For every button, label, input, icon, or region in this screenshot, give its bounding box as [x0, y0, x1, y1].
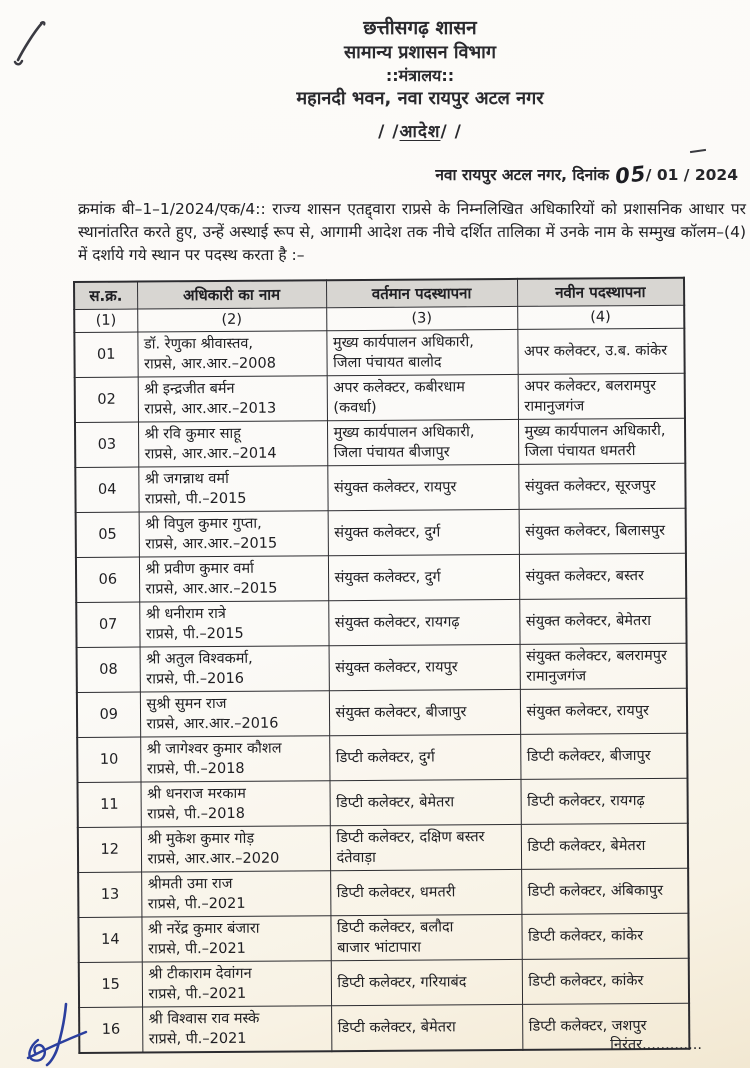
ministry-label: ::मंत्रालय:: [385, 66, 455, 85]
serial-number-cell: 05 [76, 512, 139, 557]
officer-name-cell: श्री अतुल विश्वकर्मा, राप्रसे, पी.–2016 [140, 646, 329, 692]
new-posting-cell: संयुक्त कलेक्टर, बलरामपुर रामानुजगंज [520, 643, 687, 689]
current-posting-cell: मुख्य कार्यपालन अधिकारी, जिला पंचायत बालोद [326, 329, 517, 375]
serial-number-cell: 03 [75, 422, 138, 467]
serial-number-cell: 06 [76, 557, 139, 602]
current-posting-cell: डिप्टी कलेक्टर, धमतरी [330, 869, 521, 915]
officer-name-cell: श्री इन्द्रजीत बर्मन राप्रसे, आर.आर.–2013 [138, 376, 327, 422]
dateline [435, 161, 738, 189]
new-posting-cell: डिप्टी कलेक्टर, बीजापुर [520, 733, 687, 779]
header-new-posting: नवीन पदस्थापना [517, 278, 684, 307]
signature-initials [20, 1002, 106, 1068]
table-row [74, 328, 684, 377]
column-number-2: (2) [137, 308, 326, 332]
table-row [79, 1003, 689, 1053]
current-posting-cell: डिप्टी कलेक्टर, बलौदा बाजार भांटापारा [330, 914, 521, 960]
header-serial: स.क्र. [74, 282, 137, 310]
officer-name-cell: श्री प्रवीण कुमार वर्मा राप्रसे, आर.आर.–2015 [139, 556, 328, 602]
current-posting-cell: मुख्य कार्यपालन अधिकारी, जिला पंचायत बीजापुर [327, 419, 518, 465]
government-name: छत्तीसगढ़ शासन [363, 17, 477, 39]
new-posting-cell: डिप्टी कलेक्टर, जशपुर [522, 1003, 689, 1050]
officer-name-cell: श्री रवि कुमार साहू राप्रसे, आर.आर.–2014 [138, 421, 327, 467]
continuation-note: निरंतर............. [610, 1037, 702, 1053]
current-posting-cell: डिप्टी कलेक्टर, बेमेतरा [329, 779, 520, 825]
current-posting-cell: डिप्टी कलेक्टर, दक्षिण बस्तर दंतेवाड़ा [330, 824, 521, 870]
order-title-prefix: / / [378, 122, 400, 142]
table-row [76, 598, 686, 647]
table-row [76, 508, 686, 557]
order-title [90, 119, 750, 142]
table-row [77, 688, 687, 737]
new-posting-cell: डिप्टी कलेक्टर, कांकेर [521, 913, 688, 959]
header-current-posting: वर्तमान पदस्थापना [326, 279, 517, 308]
table-row [78, 823, 688, 872]
serial-number-cell: 09 [77, 692, 140, 737]
column-number-1: (1) [74, 309, 137, 332]
new-posting-cell: संयुक्त कलेक्टर, सूरजपुर [518, 463, 685, 509]
officer-name-cell: श्री जगन्नाथ वर्मा राप्रसो, पी.–2015 [138, 466, 327, 512]
table-row [78, 868, 688, 917]
column-number-3: (3) [326, 306, 517, 330]
new-posting-cell: डिप्टी कलेक्टर, रायगढ़ [520, 778, 687, 824]
dateline-rest: / 01 / 2024 [645, 166, 738, 184]
current-posting-cell: डिप्टी कलेक्टर, बेमेतरा [331, 1004, 522, 1051]
current-posting-cell: डिप्टी कलेक्टर, गरियाबंद [331, 959, 522, 1005]
current-posting-cell: संयुक्त कलेक्टर, रायपुर [329, 644, 520, 690]
new-posting-cell: संयुक्त कलेक्टर, रायपुर [520, 688, 687, 734]
building-address: महानदी भवन, नवा रायपुर अटल नगर [296, 88, 544, 109]
table-row [78, 778, 688, 827]
serial-number-cell: 08 [77, 647, 140, 692]
dateline-place: नवा रायपुर अटल नगर, दिनांक [435, 166, 615, 184]
officer-name-cell: श्रीमती उमा राज राप्रसे, पी.–2021 [141, 871, 330, 917]
serial-number-cell: 04 [75, 467, 138, 512]
current-posting-cell: अपर कलेक्टर, कबीरधाम (कवर्धा) [327, 374, 518, 420]
current-posting-cell: डिप्टी कलेक्टर, दुर्ग [329, 734, 520, 780]
department-name: सामान्य प्रशासन विभाग [344, 42, 496, 63]
transfer-table-body [74, 328, 689, 1053]
new-posting-cell: संयुक्त कलेक्टर, बिलासपुर [519, 508, 686, 554]
current-posting-cell: संयुक्त कलेक्टर, दुर्ग [328, 554, 519, 600]
order-title-word: आदेश [399, 122, 441, 142]
new-posting-cell: डिप्टी कलेक्टर, कांकेर [522, 958, 689, 1004]
serial-number-cell: 07 [76, 602, 139, 647]
new-posting-cell: डिप्टी कलेक्टर, अंबिकापुर [521, 868, 688, 914]
letterhead [90, 16, 750, 111]
officer-name-cell: डॉ. रेणुका श्रीवास्तव, राप्रसे, आर.आर.–2008 [137, 331, 326, 377]
stray-pen-dash [690, 149, 706, 153]
serial-number-cell: 01 [74, 332, 137, 377]
table-row [75, 373, 685, 422]
table-row [75, 463, 685, 512]
new-posting-cell: अपर कलेक्टर, उ.ब. कांकेर [517, 328, 684, 374]
current-posting-cell: संयुक्त कलेक्टर, दुर्ग [328, 509, 519, 555]
serial-number-cell: 12 [78, 827, 141, 872]
officer-name-cell: श्री विश्वास राव मस्के राप्रसे, पी.–2021 [142, 1006, 331, 1053]
handwritten-day: 05 [613, 161, 648, 189]
table-row [79, 958, 689, 1007]
new-posting-cell: संयुक्त कलेक्टर, बेमेतरा [519, 598, 686, 644]
current-posting-cell: संयुक्त कलेक्टर, बीजापुर [329, 689, 520, 735]
new-posting-cell: मुख्य कार्यपालन अधिकारी, जिला पंचायत धमतरी [518, 418, 685, 464]
column-number-4: (4) [517, 305, 684, 329]
new-posting-cell: अपर कलेक्टर, बलरामपुर रामानुजगंज [518, 373, 685, 419]
table-row [77, 733, 687, 782]
serial-number-cell: 16 [79, 1007, 142, 1053]
table-row [76, 553, 686, 602]
table-row [78, 913, 688, 962]
officer-name-cell: श्री धनराज मरकाम राप्रसे, पी.–2018 [140, 781, 329, 827]
table-row [75, 418, 685, 467]
serial-number-cell: 10 [77, 737, 140, 782]
officer-name-cell: श्री मुकेश कुमार गोड़ राप्रसे, आर.आर.–2020 [141, 826, 330, 872]
new-posting-cell: संयुक्त कलेक्टर, बस्तर [519, 553, 686, 599]
order-paragraph: क्रमांक बी–1–1/2024/एक/4:: राज्य शासन एतद्द्वारा राप्रसे के निम्नलिखित अधिकारियों को प्रशासनिक आधार पर स्थानांतरित करते हुए, उन्हें अस्थाई रूप से, आगामी आदेश तक नीचे दर्शित तालिका में उनके नाम के सम्मुख कॉलम–(4) में दर्शाये गये स्थान पर पदस्थ करता है :– [78, 200, 746, 264]
serial-number-cell: 14 [78, 917, 141, 962]
transfer-table [73, 277, 690, 1054]
serial-number-cell: 15 [79, 962, 142, 1007]
officer-name-cell: श्री नरेंद्र कुमार बंजारा राप्रसे, पी.–2021 [141, 916, 330, 962]
serial-number-cell: 13 [78, 872, 141, 917]
header-officer-name: अधिकारी का नाम [137, 280, 326, 309]
pen-checkmark-icon [10, 14, 58, 70]
officer-name-cell: श्री टीकाराम देवांगन राप्रसे, पी.–2021 [142, 961, 331, 1007]
officer-name-cell: सुश्री सुमन राज राप्रसे, आर.आर.–2016 [140, 691, 329, 737]
table-row [77, 643, 687, 692]
table-header-row [74, 278, 684, 310]
new-posting-cell: डिप्टी कलेक्टर, बेमेतरा [521, 823, 688, 869]
current-posting-cell: संयुक्त कलेक्टर, रायपुर [327, 464, 518, 510]
current-posting-cell: संयुक्त कलेक्टर, रायगढ़ [328, 599, 519, 645]
serial-number-cell: 02 [75, 377, 138, 422]
order-title-suffix: / / [440, 122, 462, 142]
officer-name-cell: श्री जागेश्वर कुमार कौशल राप्रसे, पी.–2018 [140, 736, 329, 782]
officer-name-cell: श्री विपुल कुमार गुप्ता, राप्रसे, आर.आर.–2015 [139, 511, 328, 557]
serial-number-cell: 11 [78, 782, 141, 827]
officer-name-cell: श्री धनीराम रात्रे राप्रसे, पी.–2015 [139, 601, 328, 647]
